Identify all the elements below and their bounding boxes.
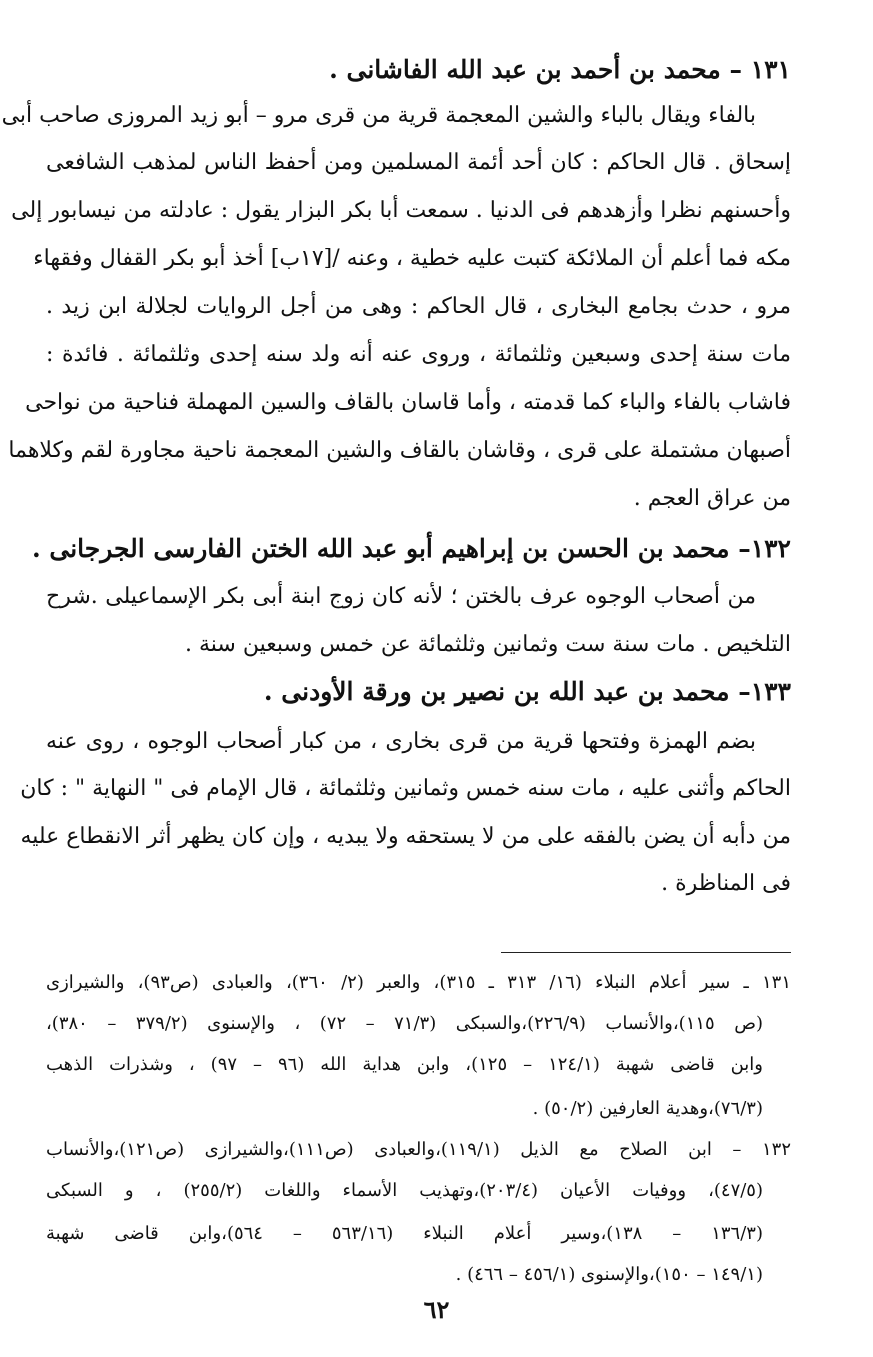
page-number: ٦٢ — [423, 1295, 450, 1324]
text-line: مات سنة إحدى وسبعين وثلثمائة ، وروى عنه أنه ولد سنه إحدى وثلثمائة . فائدة : — [46, 342, 791, 367]
text-line: من عراق العجم . — [633, 486, 791, 511]
entry-heading: ١٣٣– محمد بن عبد الله بن نصير بن ورقة الأودنى . — [263, 677, 791, 706]
footnote-line: وابن قاضى شهبة (١٢٤/١ – ١٢٥)، وابن هداية الله (٩٦ – ٩٧) ، وشذرات الذهب — [46, 1054, 763, 1075]
text-line: مرو ، حدث بجامع البخارى ، قال الحاكم : وهى من أجل الروايات لجلالة ابن زيد . — [46, 294, 791, 319]
text-line: إسحاق . قال الحاكم : كان أحد أئمة المسلمين ومن أحفظ الناس لمذهب الشافعى — [46, 150, 791, 175]
entry-heading: ١٣١ – محمد بن أحمد بن عبد الله الفاشانى . — [329, 55, 791, 84]
text-line: التلخيص . مات سنة ست وثمانين وثلثمائة عن خمس وسبعين سنة . — [184, 632, 791, 657]
entry-heading: ١٣٢– محمد بن الحسن بن إبراهيم أبو عبد الله الختن الفارسى الجرجانى . — [31, 534, 791, 563]
footnote-line: (٧٦/٣)،وهدية العارفين (٥٠/٢) . — [532, 1098, 763, 1119]
text-line: من دأبه أن يضن بالفقه على من لا يستحقه ولا يبديه ، وإن كان يظهر أثر الانقطاع عليه — [20, 824, 791, 849]
text-line: فى المناظرة . — [661, 871, 791, 896]
footnote-line: (٤٧/٥)، ووفيات الأعيان (٢٠٣/٤)،وتهذيب الأسماء واللغات (٢٥٥/٢) ، و السبكى — [46, 1180, 764, 1201]
footnote-line: (١٤٩/١ – ١٥٠)،والإسنوى (٤٥٦/١ – ٤٦٦) . — [455, 1264, 763, 1285]
text-line: أصبهان مشتملة على قرى ، وقاشان بالقاف والشين المعجمة ناحية مجاورة لقم وكلاهما — [8, 438, 791, 463]
footnote-line: ١٣٢ – ابن الصلاح مع الذيل (١١٩/١)،والعبادى (ص١١١)،والشيرازى (ص١٢١)،والأنساب — [46, 1139, 791, 1160]
footnote-line: ١٣١ ـ سير أعلام النبلاء (١٦/ ٣١٣ ـ ٣١٥)، والعبر (٢/ ٣٦٠)، والعبادى (ص٩٣)، والشيرازى — [46, 972, 791, 993]
text-line: الحاكم وأثنى عليه ، مات سنه خمس وثمانين وثلثمائة ، قال الإمام فى " النهاية " : كان — [20, 776, 791, 801]
footnote-line: (١٣٦/٣ – ١٣٨)،وسير أعلام النبلاء (٥٦٣/١٦ – ٥٦٤)،وابن قاضى شهبة — [46, 1223, 763, 1244]
text-line: بالفاء ويقال بالباء والشين المعجمة قرية من قرى مرو – أبو زيد المروزى صاحب أبى — [1, 103, 756, 128]
text-line: مكه فما أعلم أن الملائكة كتبت عليه خطية ، وعنه /[١٧ب] أخذ أبو بكر القفال وفقهاء — [33, 246, 791, 271]
footnote-line: (ص ١١٥)،والأنساب (٢٢٦/٩)،والسبكى (٧١/٣ – ٧٢) ، والإسنوى (٣٧٩/٢ – ٣٨٠)، — [46, 1013, 763, 1034]
text-line: فاشاب بالفاء والباء كما قدمته ، وأما قاسان بالقاف والسين المهملة فناحية من نواحى — [25, 390, 791, 415]
footnote-divider — [501, 952, 791, 953]
text-line: بضم الهمزة وفتحها قرية من قرى بخارى ، من كبار أصحاب الوجوه ، روى عنه — [46, 729, 756, 754]
text-line: وأحسنهم نظرا وأزهدهم فى الدنيا . سمعت أبا بكر البزار يقول : عادلته من نيسابور إلى — [11, 198, 791, 223]
text-line: من أصحاب الوجوه عرف بالختن ؛ لأنه كان زوج ابنة أبى بكر الإسماعيلى .شرح — [46, 584, 756, 609]
